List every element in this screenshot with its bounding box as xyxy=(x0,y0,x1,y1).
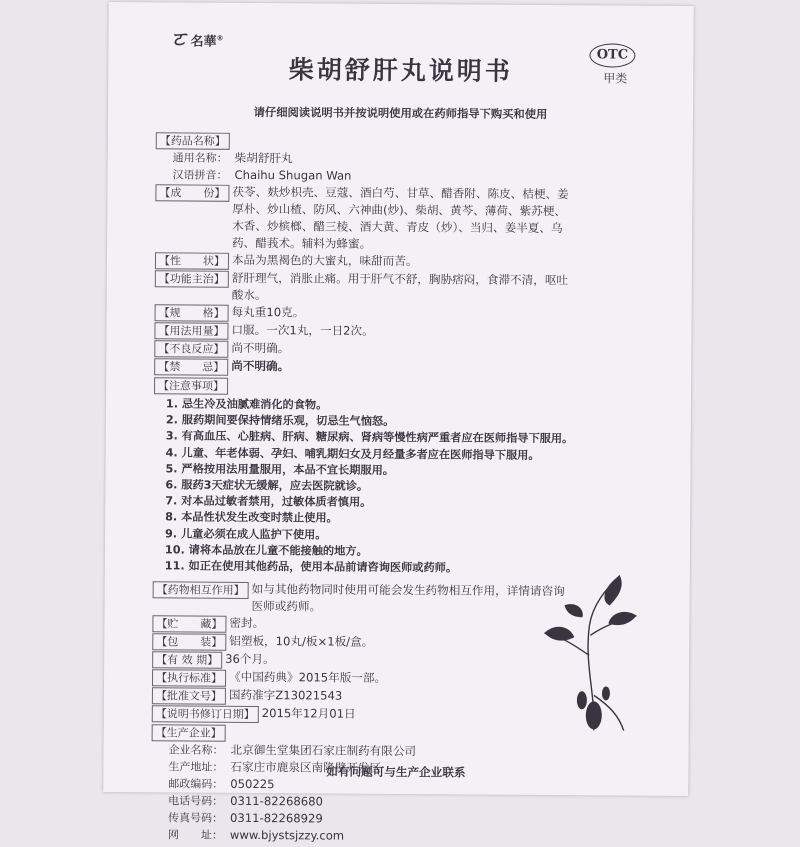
precaution-item: 9. 儿童必须在成人监护下使用。 xyxy=(165,526,327,542)
pinyin-row: 汉语拼音： Chaihu Shugan Wan xyxy=(172,167,352,183)
section-usage: 【用法用量】 口服。一次1丸，一日2次。 xyxy=(154,321,654,342)
section-properties: 【性 状】 本品为黑褐色的大蜜丸，味甜而苦。 xyxy=(155,251,655,272)
common-name-row: 通用名称： 柴胡舒肝丸 xyxy=(172,150,293,166)
section-spec: 【规 格】 每丸重10克。 xyxy=(155,303,655,324)
section-precautions: 【注意事项】 xyxy=(154,376,654,397)
precaution-item: 6. 服药3天症状无缓解，应去医院就诊。 xyxy=(165,478,369,493)
footer-contact-note: 如有问题可与生产企业联系 xyxy=(326,764,466,780)
precaution-item: 5. 严格按用法用量服用，本品不宜长期服用。 xyxy=(165,462,395,477)
precaution-item: 11. 如正在使用其他药品，使用本品前请咨询医师或药师。 xyxy=(164,559,458,575)
herb-illustration xyxy=(524,565,655,736)
manufacturer-row: 电话号码： 0311-82268680 xyxy=(168,794,323,809)
section-revision-date: 【说明书修订日期】 2015年12月01日 xyxy=(152,705,652,726)
precaution-item: 10. 请将本品放在儿童不能接触的地方。 xyxy=(164,543,368,558)
section-approval: 【批准文号】 国药准字Z13021543 xyxy=(152,687,652,708)
section-validity: 【有 效 期】 36个月。 xyxy=(152,651,652,672)
brand-name: 名華 xyxy=(190,34,217,50)
manufacturer-row: 企业名称： 北京御生堂集团石家庄制药有限公司 xyxy=(168,743,417,759)
section-indications: 【功能主治】 舒肝理气，消胀止痛。用于肝气不舒，胸胁痞闷，食滞不清，呕吐 酸水。 xyxy=(155,269,655,306)
section-ingredients: 【成 份】 茯苓、麸炒枳壳、豆蔻、酒白芍、甘草、醋香附、陈皮、桔梗、姜 厚朴、炒山楂、防风、六神曲(炒)、柴胡、黄芩、薄荷、紫苏梗、 木香、炒槟榔、醋三棱、酒大黄、青皮（炒）、当归、姜半夏、乌 药、醋莪术。辅料为蜂蜜。 xyxy=(155,183,655,254)
manufacturer-row: 传真号码： 0311-82268929 xyxy=(168,811,323,826)
precaution-item: 1. 忌生冷及油腻难消化的食物。 xyxy=(165,397,328,412)
section-adverse: 【不良反应】 尚不明确。 xyxy=(154,339,654,360)
precaution-item: 7. 对本品过敏者禁用，过敏体质者慎用。 xyxy=(165,494,372,510)
section-contraindications: 【禁 忌】 尚不明确。 xyxy=(154,357,654,378)
leaflet-content xyxy=(151,130,656,847)
otc-badge: OTC xyxy=(589,43,635,67)
brand-logo: ㄛ名華® xyxy=(168,26,224,51)
precaution-item: 4. 儿童、年老体弱、孕妇、哺乳期妇女及月经量多者应在医师指导下服用。 xyxy=(165,445,540,462)
precaution-item: 3. 有高血压、心脏病、肝病、糖尿病、肾病等慢性病严重者应在医师指导下服用。 xyxy=(165,429,574,446)
section-interactions: 【药物相互作用】 如与其他药物同时使用可能会发生药物相互作用，详情请咨询 医师或药师。 xyxy=(152,581,652,618)
instruction-leaflet xyxy=(103,2,694,843)
section-packaging: 【包 装】 铝塑板，10丸/板×1板/盒。 xyxy=(152,633,652,654)
section-manufacturer: 【生产企业】 xyxy=(152,724,652,745)
section-standard: 【执行标准】 《中国药典》2015年版一部。 xyxy=(152,669,652,690)
manufacturer-row: 邮政编码： 050225 xyxy=(168,777,275,792)
manufacturer-details xyxy=(151,742,652,847)
precaution-item: 2. 服药期间要保持情绪乐观，切忌生气恼怒。 xyxy=(165,413,395,429)
document-subtitle: 请仔细阅读说明书并按说明使用或在药师指导下购买和使用 xyxy=(253,105,548,122)
document-title: 柴胡舒肝丸说明书 xyxy=(288,55,513,86)
section-drug-name: 【药品名称】 xyxy=(156,131,656,152)
otc-class: 甲类 xyxy=(603,71,628,86)
manufacturer-row: 生产地址： 石家庄市鹿泉区南降壁开发区 xyxy=(168,760,382,776)
precaution-item: 8. 本品性状发生改变时禁止使用。 xyxy=(165,510,338,526)
precautions-list xyxy=(153,396,654,578)
manufacturer-row: 网 址： www.bjystsjzzy.com xyxy=(167,828,345,843)
section-storage: 【贮 藏】 密封。 xyxy=(152,615,652,636)
